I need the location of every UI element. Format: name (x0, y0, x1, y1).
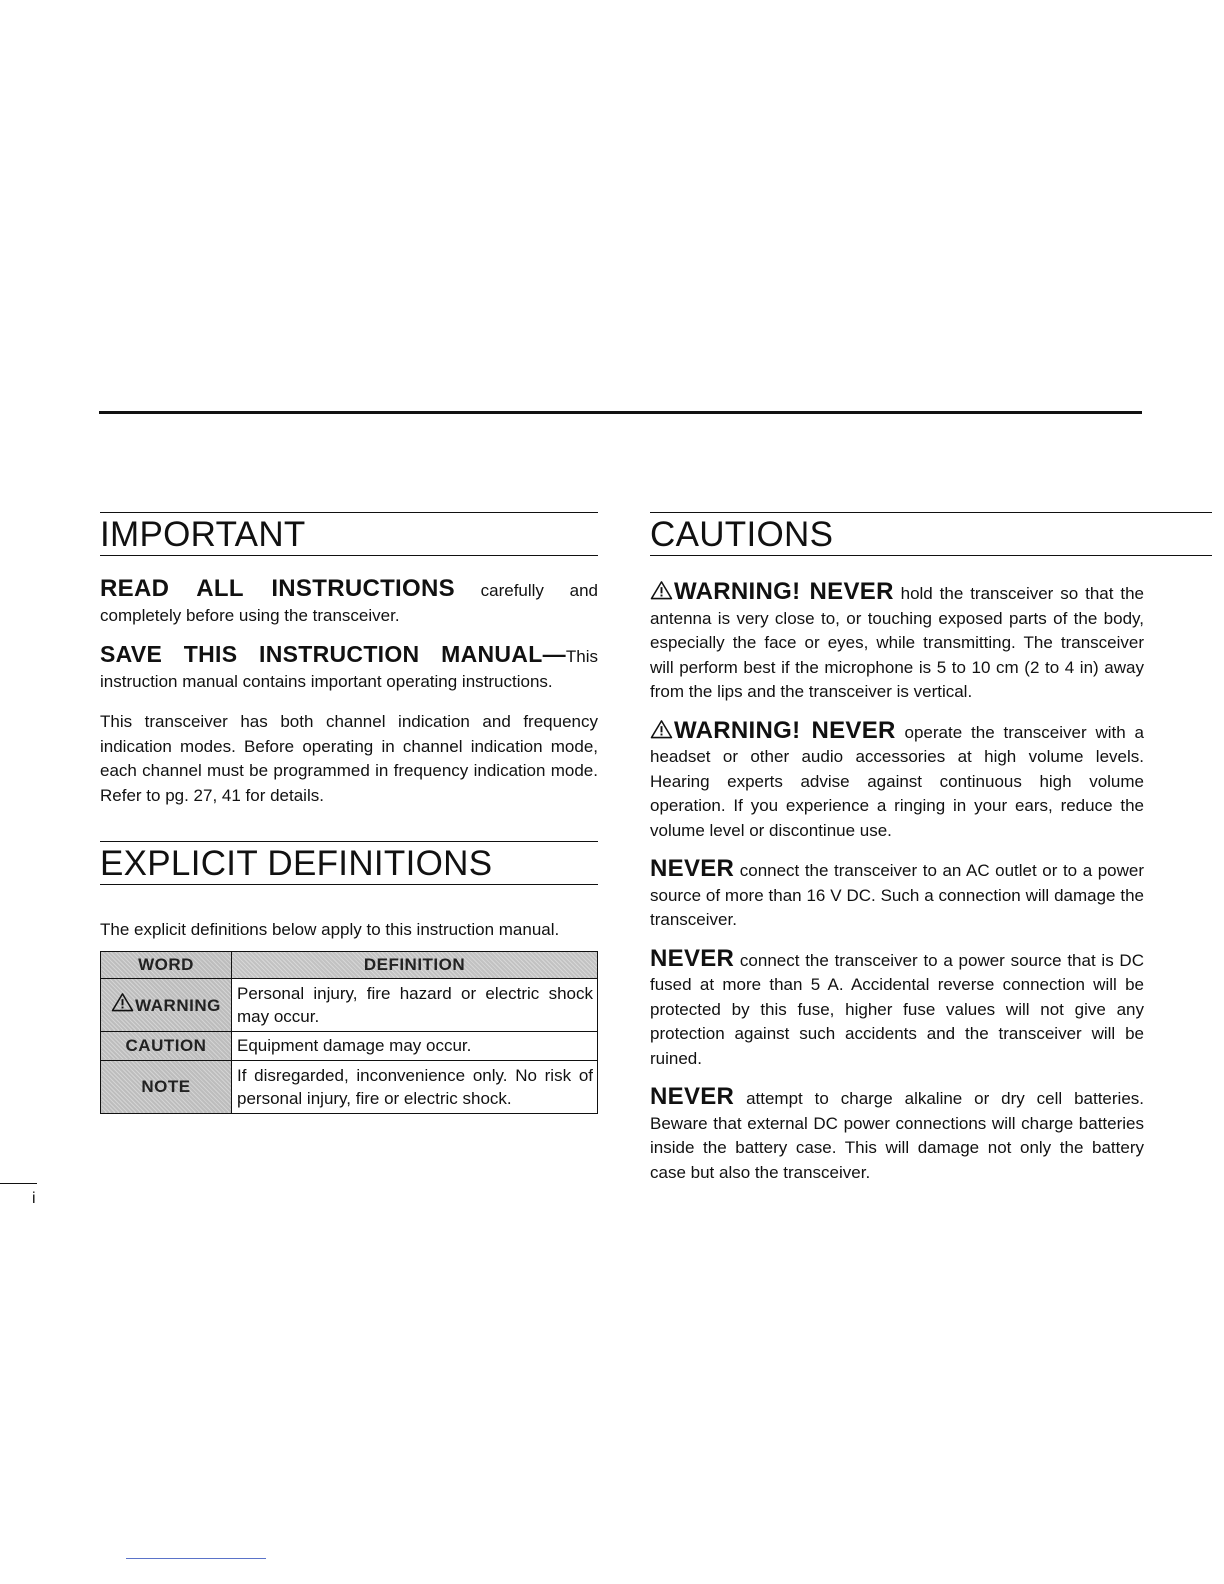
definitions-title: EXPLICIT DEFINITIONS (100, 844, 493, 883)
save-manual-lead: SAVE THIS INSTRUCTION MANUAL— (100, 641, 566, 667)
definitions-section-header (100, 841, 598, 885)
definition-note: If disregarded, inconvenience only. No risk of personal injury, fire or electric shock. (232, 1060, 598, 1113)
cautions-section-header (650, 512, 1212, 556)
cautions-list (650, 580, 1144, 1185)
important-section-header (100, 512, 598, 556)
top-horizontal-rule (99, 411, 1142, 414)
caution-item-2-lead: WARNING! NEVER (674, 716, 896, 744)
caution-item-2 (650, 716, 1145, 844)
definitions-table (100, 951, 598, 1114)
right-column (650, 512, 1212, 1185)
bottom-rule (126, 1558, 266, 1559)
indication-modes-paragraph: This transceiver has both channel indication and frequency indication modes. Before operating in channel indication mode, each channel must be programmed in frequency indication mode. Refer to pg. 27, 41 for details. (100, 712, 598, 805)
caution-item-1-text: hold the transceiver so that the antenna is very close to, or touching exposed parts of the body, especially the face or eyes, while transmitting. The transceiver will perform best if the microphone is 5 to 10 cm (2 to 4 in) away from the lips and the transceiver is vertical. (650, 584, 1144, 701)
caution-item-5-lead: NEVER (650, 1083, 735, 1110)
caution-item-4-lead: NEVER (650, 944, 735, 972)
left-column (100, 512, 598, 1114)
read-instructions-text: carefully and completely before using the transceiver. (100, 581, 598, 625)
caution-item-2-text: operate the transceiver with a headset or other audio accessories at high volume levels. Hearing experts advise against continuous high volume operation. If you experience a ringing in your ears, reduce the volume level or discontinue use. (650, 722, 1145, 840)
warning-triangle-icon (650, 580, 673, 600)
definition-warning: Personal injury, fire hazard or electric shock may occur. (232, 978, 598, 1031)
word-note: NOTE (101, 1060, 232, 1113)
header-definition: DEFINITION (232, 951, 598, 978)
caution-item-5-text: attempt to charge alkaline or dry cell batteries. Beware that external DC power connections will charge batteries inside the battery case. This will damage not only the battery case but also the transceiver. (650, 1089, 1144, 1182)
caution-item-4-text: connect the transceiver to a power source that is DC fused at more than 5 A. Accidental reverse connection will be protected by this fuse, higher fuse values will not give any protection against such accidents and the transceiver will be ruined. (650, 950, 1144, 1068)
caution-item-3-lead: NEVER (650, 855, 735, 882)
table-row (101, 1060, 598, 1113)
read-instructions-lead: READ ALL INSTRUCTIONS (100, 575, 455, 602)
word-warning: WARNING (135, 996, 221, 1015)
definitions-intro: The explicit definitions below apply to this instruction manual. (100, 920, 560, 939)
caution-item-4 (650, 944, 1144, 1072)
page-number-rule (0, 1183, 37, 1184)
header-word: WORD (101, 951, 232, 978)
caution-item-1 (650, 580, 1144, 705)
cautions-title: CAUTIONS (650, 515, 834, 554)
word-caution: CAUTION (101, 1031, 232, 1060)
caution-item-1-lead: WARNING! NEVER (674, 578, 894, 605)
save-manual-paragraph (100, 642, 598, 694)
warning-triangle-icon (650, 719, 673, 739)
caution-item-5 (650, 1085, 1144, 1185)
table-row (101, 1031, 598, 1060)
page-number: i (32, 1190, 36, 1207)
warning-triangle-icon (111, 992, 134, 1012)
important-title: IMPORTANT (100, 515, 306, 554)
caution-item-3-text: connect the transceiver to an AC outlet or to a power source of more than 16 V DC. Such a connection will damage the transceiver. (650, 861, 1144, 929)
definitions-table-header-row (101, 951, 598, 978)
save-manual-text: This instruction manual contains important operating instructions. (100, 647, 598, 691)
read-instructions-paragraph (100, 577, 598, 628)
word-warning-cell (101, 978, 232, 1031)
definition-caution: Equipment damage may occur. (232, 1031, 598, 1060)
caution-item-3 (650, 857, 1144, 933)
table-row (101, 978, 598, 1031)
